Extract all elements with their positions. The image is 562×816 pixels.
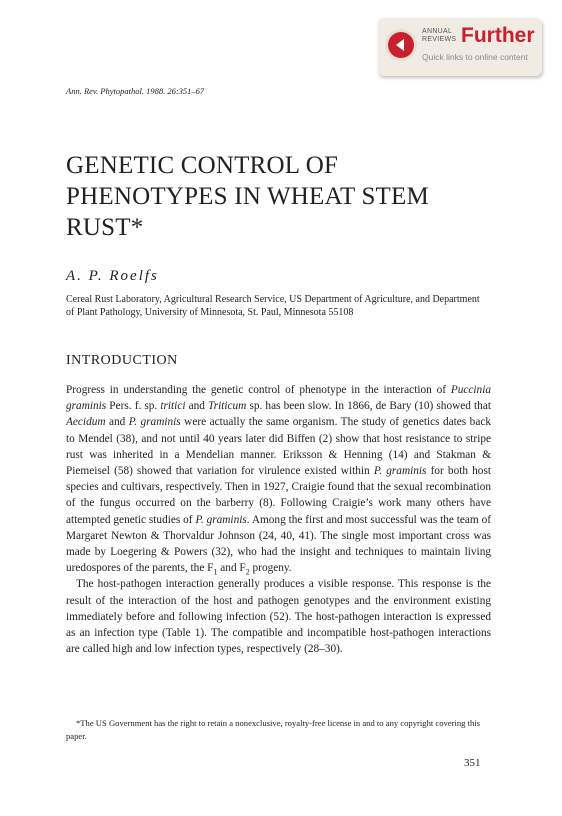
banner-subtitle: Quick links to online content — [422, 52, 528, 62]
journal-reference: Ann. Rev. Phytopathol. 1988. 26:351–67 — [66, 86, 205, 96]
page-number: 351 — [464, 757, 481, 769]
text-run: sp. has been slow. In 1866, de Bary (10) showed that — [246, 400, 491, 413]
text-run: progeny. — [249, 562, 292, 575]
subscript-run: 1 — [213, 567, 218, 577]
annual-reviews-logo: ANNUAL REVIEWS — [422, 28, 457, 43]
italic-run: Triticum — [208, 400, 247, 413]
text-run: and — [105, 416, 129, 429]
italic-run: P. graminis — [128, 416, 181, 429]
body-text — [66, 382, 491, 657]
footnote: *The US Government has the right to retain a nonexclusive, royalty-free license in and to any copyright covering this paper. — [66, 718, 481, 741]
further-banner[interactable] — [378, 18, 542, 76]
paragraph — [66, 382, 491, 576]
text-run: for both host species and cultivars, respectively. Then in 1927, Craigie found that the sexual recombination of the fungus occurred on the barberry (8). Following Craigie’s work many others have attempted genetic studies of — [66, 465, 491, 526]
author-affiliation: Cereal Rust Laboratory, Agricultural Research Service, US Department of Agriculture, and Department of Plant Pathology, University of Minnesota, St. Paul, Minnesota 55108 — [66, 294, 480, 318]
text-run: and — [185, 400, 209, 413]
further-label: Further — [461, 24, 535, 47]
italic-run: Puccinia graminis — [66, 384, 491, 413]
author-name: A. P. Roelfs — [66, 268, 159, 284]
text-run: Progress in understanding the genetic control of phenotype in the interaction of — [66, 384, 451, 396]
section-heading-introduction: INTRODUCTION — [66, 353, 178, 368]
italic-run: P. graminis — [373, 465, 427, 478]
text-run: Pers. f. sp. — [106, 400, 161, 413]
text-run: . Among the first and most successful was the team of Margaret Newton & Thorvaldur Johnson (24, 40, 41). The single most important cross was made by Loegering & Powers (32), who had the insight and techniques to maintain living uredospores of the parents, the F — [66, 513, 491, 575]
back-arrow-icon[interactable] — [388, 32, 414, 58]
italic-run: Aecidum — [66, 416, 106, 429]
italic-run: tritici — [160, 400, 186, 413]
text-run: were actually the same organism. The study of genetics dates back to Mendel (38), and not until 40 years later did Biffen (2) show that host resistance to stripe rust was inherited in a Mendelian manner. Eriksson & Henning (14) and Stakman & Piemeisel (58) showed that variation for virulence existed within — [66, 416, 491, 478]
article-title: GENETIC CONTROL OF PHENOTYPES IN WHEAT STEM RUST* — [66, 152, 429, 241]
paragraph — [66, 576, 491, 657]
text-run: and F — [217, 562, 246, 575]
italic-run: P. graminis — [195, 513, 247, 526]
subscript-run: 2 — [245, 567, 250, 577]
text-run: The host-pathogen interaction generally produces a visible response. This response is the result of the interaction of the host and pathogen genotypes and the environment existing immediately before and following infection (52). The host-pathogen interaction is expressed as an infection type (Table 1). The compatible and incompatible host-pathogen interactions are called high and low infection types, respectively (28–30). — [66, 578, 491, 656]
